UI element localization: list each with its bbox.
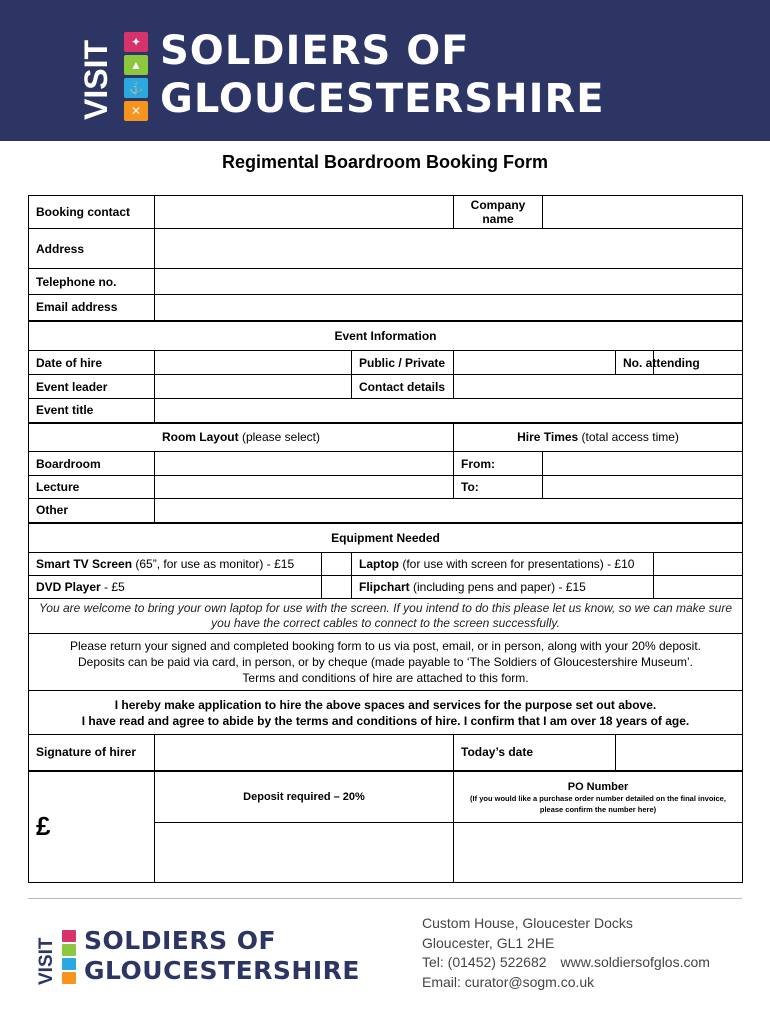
return-line-2: Deposits can be paid via card, in person, or by cheque (made payable to ‘The Soldiers of Gloucestershire Museum’. xyxy=(78,655,693,669)
pound-sign: £ xyxy=(36,811,51,842)
heart-tile-icon: ✦ xyxy=(124,32,148,52)
room-layout-note: (please select) xyxy=(238,430,321,445)
po-number-note: (If you would like a purchase order number detailed on the final invoice, please confirm the number here) xyxy=(470,793,726,814)
to-field[interactable] xyxy=(543,476,743,499)
laptop-notice: You are welcome to bring your own laptop for use with the screen. If you intend to do this please let us know, so we can make sure you have the correct cables to connect to the screen successfully. xyxy=(29,599,743,634)
deposit-amount-cell[interactable] xyxy=(29,771,155,883)
footer-crossed-swords-tile-icon xyxy=(62,972,76,984)
lecture-option[interactable] xyxy=(155,476,454,499)
other-label: Other xyxy=(29,499,155,523)
email-label: Email address xyxy=(29,295,155,321)
form-title: Regimental Boardroom Booking Form xyxy=(221,152,549,172)
company-name-field[interactable] xyxy=(543,196,743,229)
telephone-field[interactable] xyxy=(155,269,743,295)
no-attending-label: No. attending xyxy=(616,351,654,375)
footer-address xyxy=(422,914,710,992)
laptop-label xyxy=(352,553,654,576)
room-layout-title: Room Layout xyxy=(161,430,239,445)
email-link[interactable]: Email: curator@sogm.co.uk xyxy=(422,973,595,990)
address-line-2: Gloucester, GL1 2HE xyxy=(422,934,555,951)
flipchart-checkbox[interactable] xyxy=(654,576,743,599)
tel-website-line xyxy=(422,953,710,973)
footer-visit-vertical-text xyxy=(34,927,56,987)
boardroom-label: Boardroom xyxy=(29,452,155,476)
hire-times-heading xyxy=(454,423,743,452)
company-name-label: Company name xyxy=(454,196,543,229)
declaration-line-2: I have read and agree to abide by the terms and conditions of hire. I confirm that I am over 18 years of age. xyxy=(81,713,690,728)
date-of-hire-field[interactable] xyxy=(155,351,352,375)
booking-contact-field[interactable] xyxy=(155,196,454,229)
event-leader-label: Event leader xyxy=(29,375,155,399)
address-field[interactable] xyxy=(155,229,743,269)
footer-anchor-tile-icon xyxy=(62,958,76,970)
todays-date-label: Today’s date xyxy=(454,735,616,771)
footer-divider xyxy=(28,898,742,899)
smart-tv-title: Smart TV Screen xyxy=(36,557,133,571)
booking-contact-label: Booking contact xyxy=(29,196,155,229)
flipchart-note: (including pens and paper) - £15 xyxy=(409,580,586,594)
contact-details-label: Contact details xyxy=(352,375,454,399)
dvd-label xyxy=(29,576,322,599)
deposit-label: Deposit required – 20% xyxy=(155,771,454,823)
public-private-field[interactable] xyxy=(454,351,616,375)
declaration xyxy=(29,691,743,735)
return-instructions xyxy=(29,634,743,691)
email-field[interactable] xyxy=(155,295,743,321)
deposit-field[interactable] xyxy=(155,823,454,883)
other-option[interactable] xyxy=(155,499,743,523)
declaration-line-1: I hereby make application to hire the above spaces and services for the purpose set out above. xyxy=(114,697,657,712)
boardroom-option[interactable] xyxy=(155,452,454,476)
signature-label: Signature of hirer xyxy=(29,735,155,771)
address-line-1: Custom House, Gloucester Docks xyxy=(422,915,633,931)
laptop-checkbox[interactable] xyxy=(654,553,743,576)
anchor-tile-icon: ⚓ xyxy=(124,78,148,98)
laptop-note: (for use with screen for presentations) - £10 xyxy=(399,557,635,571)
flipchart-label xyxy=(352,576,654,599)
logo-tiles xyxy=(124,32,148,124)
footer-visit-label: VISIT xyxy=(36,937,56,985)
visit-label: VISIT xyxy=(78,39,113,120)
event-title-label: Event title xyxy=(29,399,155,423)
footer-brand-line-1: SOLDIERS OF xyxy=(84,926,277,955)
header-banner xyxy=(0,0,770,141)
smart-tv-note: (65”, for use as monitor) - £15 xyxy=(132,557,295,571)
event-leader-field[interactable] xyxy=(155,375,352,399)
event-title-field[interactable] xyxy=(155,399,743,423)
equipment-heading: Equipment Needed xyxy=(29,523,743,553)
contact-details-field[interactable] xyxy=(454,375,743,399)
dvd-checkbox[interactable] xyxy=(322,576,352,599)
todays-date-field[interactable] xyxy=(616,735,743,771)
telephone-label: Telephone no. xyxy=(29,269,155,295)
crossed-swords-tile-icon: ✕ xyxy=(124,101,148,121)
footer-heart-tile-icon xyxy=(62,930,76,942)
from-field[interactable] xyxy=(543,452,743,476)
smart-tv-label xyxy=(29,553,322,576)
website-link[interactable]: www.soldiersofglos.com xyxy=(560,954,710,970)
footer-brand-line-2: GLOUCESTERSHIRE xyxy=(84,956,360,985)
smart-tv-checkbox[interactable] xyxy=(322,553,352,576)
po-number-field[interactable] xyxy=(454,823,743,883)
booking-form-table xyxy=(28,195,743,883)
return-line-1: Please return your signed and completed booking form to us via post, email, or in person, along with your 20% deposit. xyxy=(69,639,702,653)
return-line-3: Terms and conditions of hire are attached to this form. xyxy=(242,671,529,685)
visit-vertical-text xyxy=(77,30,113,122)
footer-logo-tiles xyxy=(62,930,76,986)
flipchart-title: Flipchart xyxy=(359,580,410,594)
dvd-title: DVD Player xyxy=(36,580,101,594)
address-label: Address xyxy=(29,229,155,269)
footer-grass-tile-icon xyxy=(62,944,76,956)
to-label: To: xyxy=(454,476,543,499)
signature-field[interactable] xyxy=(155,735,454,771)
from-label: From: xyxy=(454,452,543,476)
dvd-note: - £5 xyxy=(100,580,125,594)
brand-line-2: GLOUCESTERSHIRE xyxy=(160,76,605,122)
laptop-title: Laptop xyxy=(359,557,399,571)
brand-line-1: SOLDIERS OF xyxy=(160,28,470,74)
hire-times-note: (total access time) xyxy=(578,430,679,445)
po-number-label: PO Number xyxy=(567,780,629,793)
grass-tile-icon: ▲ xyxy=(124,55,148,75)
lecture-label: Lecture xyxy=(29,476,155,499)
date-of-hire-label: Date of hire xyxy=(29,351,155,375)
po-number-header xyxy=(454,771,743,823)
hire-times-title: Hire Times xyxy=(517,430,579,445)
telephone-number: Tel: (01452) 522682 xyxy=(422,954,547,970)
event-information-heading: Event Information xyxy=(29,321,743,351)
public-private-label: Public / Private xyxy=(352,351,454,375)
room-layout-heading xyxy=(29,423,454,452)
